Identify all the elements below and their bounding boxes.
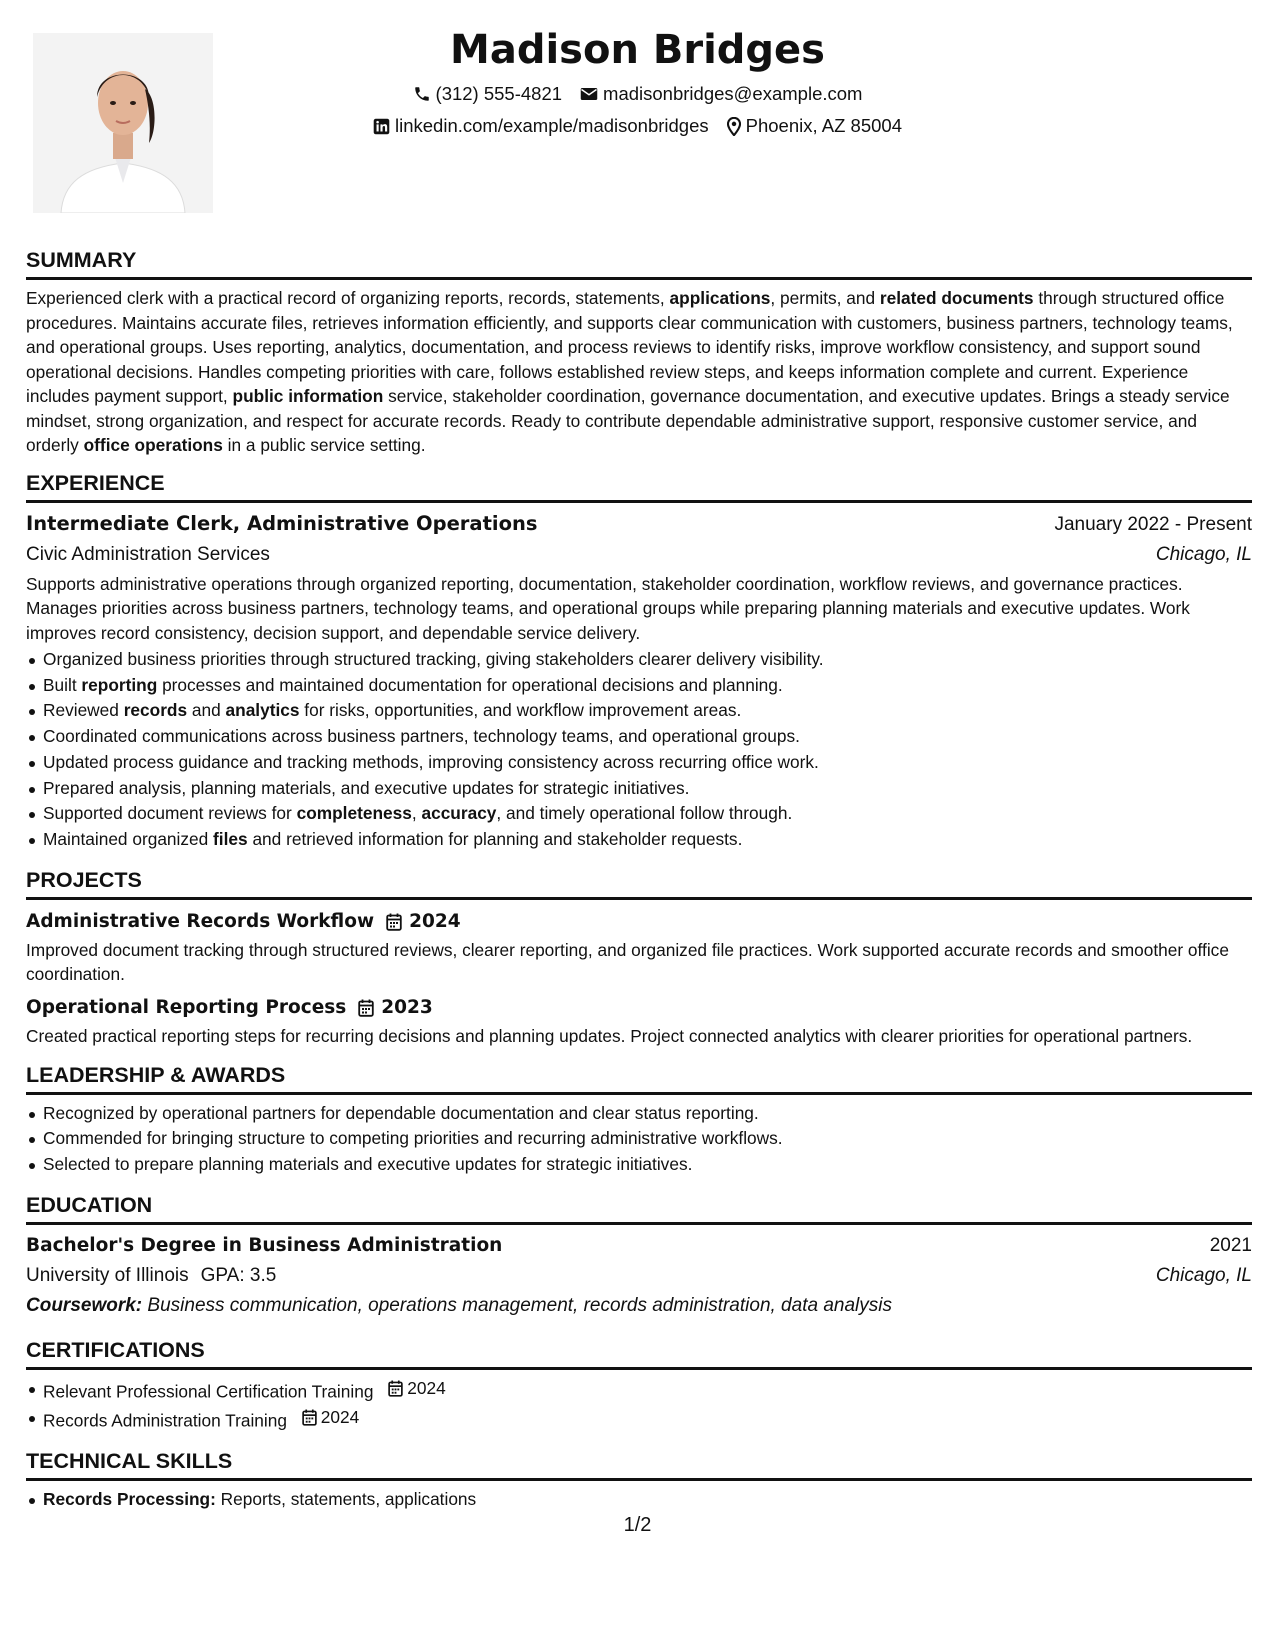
job-company: Civic Administration Services [26,543,270,565]
list-item [26,698,1252,724]
calendar-icon [302,1409,317,1426]
education-location: Chicago, IL [1155,1264,1252,1286]
education-school-line [26,1261,276,1291]
skill-value: Reports, statements, applications [215,1488,477,1509]
project-description: Created practical reporting steps for recurring decisions and planning updates. Project connected analytics with clearer priorities for operational partners. [26,1025,1193,1046]
bold-phrase: completeness [296,803,412,824]
bold-phrase: office operations [83,435,223,455]
list-item [26,647,1252,673]
job-bullets [26,647,1252,853]
job-subheader [26,540,1252,570]
list-item [26,724,1252,750]
text-run: Updated process guidance and tracking methods, improving consistency across recurring office work. [43,751,819,772]
project-item [26,908,1252,986]
job-title: Intermediate Clerk, Administrative Operations [26,511,538,535]
project-header [26,908,1252,936]
job-dates: January 2022 - Present [1054,513,1252,535]
project-item [26,994,1252,1048]
map-pin-icon [727,117,741,136]
bold-phrase: related documents [879,288,1034,308]
text-run: , [411,803,422,824]
summary-text [26,286,1252,458]
project-header [26,994,1252,1022]
section-title-projects: PROJECTS [26,867,1252,900]
profile-photo [33,33,213,213]
text-run: Prepared analysis, planning materials, and executive updates for strategic initiatives. [43,777,690,798]
list-item [26,801,1252,827]
certification-name: Records Administration Training [43,1410,287,1431]
skills-list [26,1487,1252,1513]
list-item: Commended for bringing structure to competing priorities and recurring administrative workflows. [26,1126,1252,1152]
text-run: Supported document reviews for [43,803,297,824]
contact-row-2 [250,110,1025,142]
project-year-text: 2024 [409,911,461,933]
linkedin-url: linkedin.com/example/madisonbridges [395,115,709,136]
list-item: Recognized by operational partners for dependable documentation and clear status reporting. [26,1101,1252,1127]
resume-header [250,22,1025,142]
text-run: processes and maintained documentation for operational decisions and planning. [157,674,783,695]
skill-label: Records Processing: [43,1488,216,1509]
list-item: Selected to prepare planning materials and executive updates for strategic initiatives. [26,1152,1252,1178]
text-run: service, stakeholder coordination, governance documentation, and executive updates. Brings a steady service mindset, strong organization, and respect for accurate records. Ready to contribute dependable administrative support, responsive customer service, and orderly [26,386,1230,455]
list-item [26,1487,1252,1513]
phone-number: (312) 555-4821 [435,83,563,104]
coursework-text: Business communication, operations management, records administration, data analysis [142,1294,892,1316]
bold-phrase: applications [669,288,771,308]
resume-body [26,247,1252,1513]
education-gpa: GPA: 3.5 [200,1264,277,1286]
candidate-name: Madison Bridges [450,27,825,73]
text-run: Experienced clerk with a practical record of organizing reports, records, statements, [26,288,670,308]
job-location: Chicago, IL [1155,543,1252,565]
certification-year [302,1405,359,1431]
project-year [358,997,433,1018]
section-title-leadership: LEADERSHIP & AWARDS [26,1062,1252,1095]
project-description: Improved document tracking through structured reviews, clearer reporting, and organized file practices. Work supported accurate records and smoother office coordination. [26,939,1229,984]
envelope-icon [580,86,598,102]
text-run: and retrieved information for planning and stakeholder requests. [247,828,743,849]
list-item [26,776,1252,802]
certification-name: Relevant Professional Certification Training [43,1381,374,1402]
job-description: Supports administrative operations through organized reporting, documentation, stakeholder coordination, workflow reviews, and governance practices. Manages priorities across business partners, technology teams, and operational groups while preparing planning materials and executive updates. Work improves record consistency, decision support, and dependable service delivery. [26,573,1190,643]
text-run: Coordinated communications across business partners, technology teams, and operational groups. [43,726,800,747]
text-run: , permits, and [770,288,880,308]
education-header [26,1231,1252,1261]
project-title: Administrative Records Workflow [26,910,375,932]
location-contact [727,110,902,142]
text-run: , and timely operational follow through. [496,803,793,824]
list-item [26,673,1252,699]
list-item [26,1376,1252,1405]
bold-phrase: accuracy [421,803,497,824]
bold-phrase: records [123,700,188,721]
education-degree: Bachelor's Degree in Business Administration [26,1234,503,1256]
education-school: University of Illinois [26,1264,189,1286]
list-item [26,1405,1252,1434]
project-year-text: 2023 [381,997,433,1019]
text-run: Reviewed [43,700,124,721]
education-year: 2021 [1209,1234,1252,1256]
bold-phrase: reporting [81,674,158,695]
certification-year-text: 2024 [407,1377,446,1398]
certifications-list [26,1376,1252,1434]
contact-row-1 [250,78,1025,110]
section-title-education: EDUCATION [26,1192,1252,1225]
text-run: Built [43,674,82,695]
email-address: madisonbridges@example.com [603,83,863,104]
project-year [386,911,461,932]
section-title-skills: TECHNICAL SKILLS [26,1448,1252,1481]
text-run: through structured office procedures. Maintains accurate files, retrieves information efficiently, and supports clear communication with customers, business partners, technology teams, and operational groups. Uses reporting, analytics, documentation, and process reviews to identify risks, improve workflow consistency, and support sound operational decisions. Handles competing priorities with care, follows established review steps, and keeps information complete and current. Experience includes payment support, [26,288,1233,406]
certification-year [388,1376,445,1402]
text-run: Organized business priorities through structured tracking, giving stakeholders clearer delivery visibility. [43,649,824,669]
section-title-experience: EXPERIENCE [26,470,1252,503]
phone-icon [413,85,431,103]
email-contact [580,78,862,110]
coursework-label: Coursework: [26,1294,143,1316]
calendar-icon [388,1380,403,1397]
page-number: 1/2 [623,1514,652,1536]
education-subheader [26,1261,1252,1291]
list-item [26,750,1252,776]
certification-year-text: 2024 [320,1406,360,1427]
text-run: Maintained organized [43,828,214,849]
project-title: Operational Reporting Process [26,996,347,1018]
text-run: and [187,700,226,721]
education-coursework [26,1291,1252,1321]
portrait-photo-icon [33,33,213,213]
job-header [26,509,1252,540]
calendar-icon [358,999,374,1017]
bold-phrase: files [213,828,248,849]
location-text: Phoenix, AZ 85004 [745,115,902,136]
list-item [26,827,1252,853]
leadership-list [26,1101,1252,1178]
section-title-summary: SUMMARY [26,247,1252,280]
phone-contact [413,78,563,110]
section-title-certifications: CERTIFICATIONS [26,1337,1252,1370]
text-run: in a public service setting. [222,435,426,455]
linkedin-contact [373,110,709,142]
bold-phrase: analytics [225,700,300,721]
text-run: for risks, opportunities, and workflow improvement areas. [299,700,742,721]
bold-phrase: public information [232,386,384,406]
linkedin-icon [373,118,390,135]
calendar-icon [386,913,402,931]
